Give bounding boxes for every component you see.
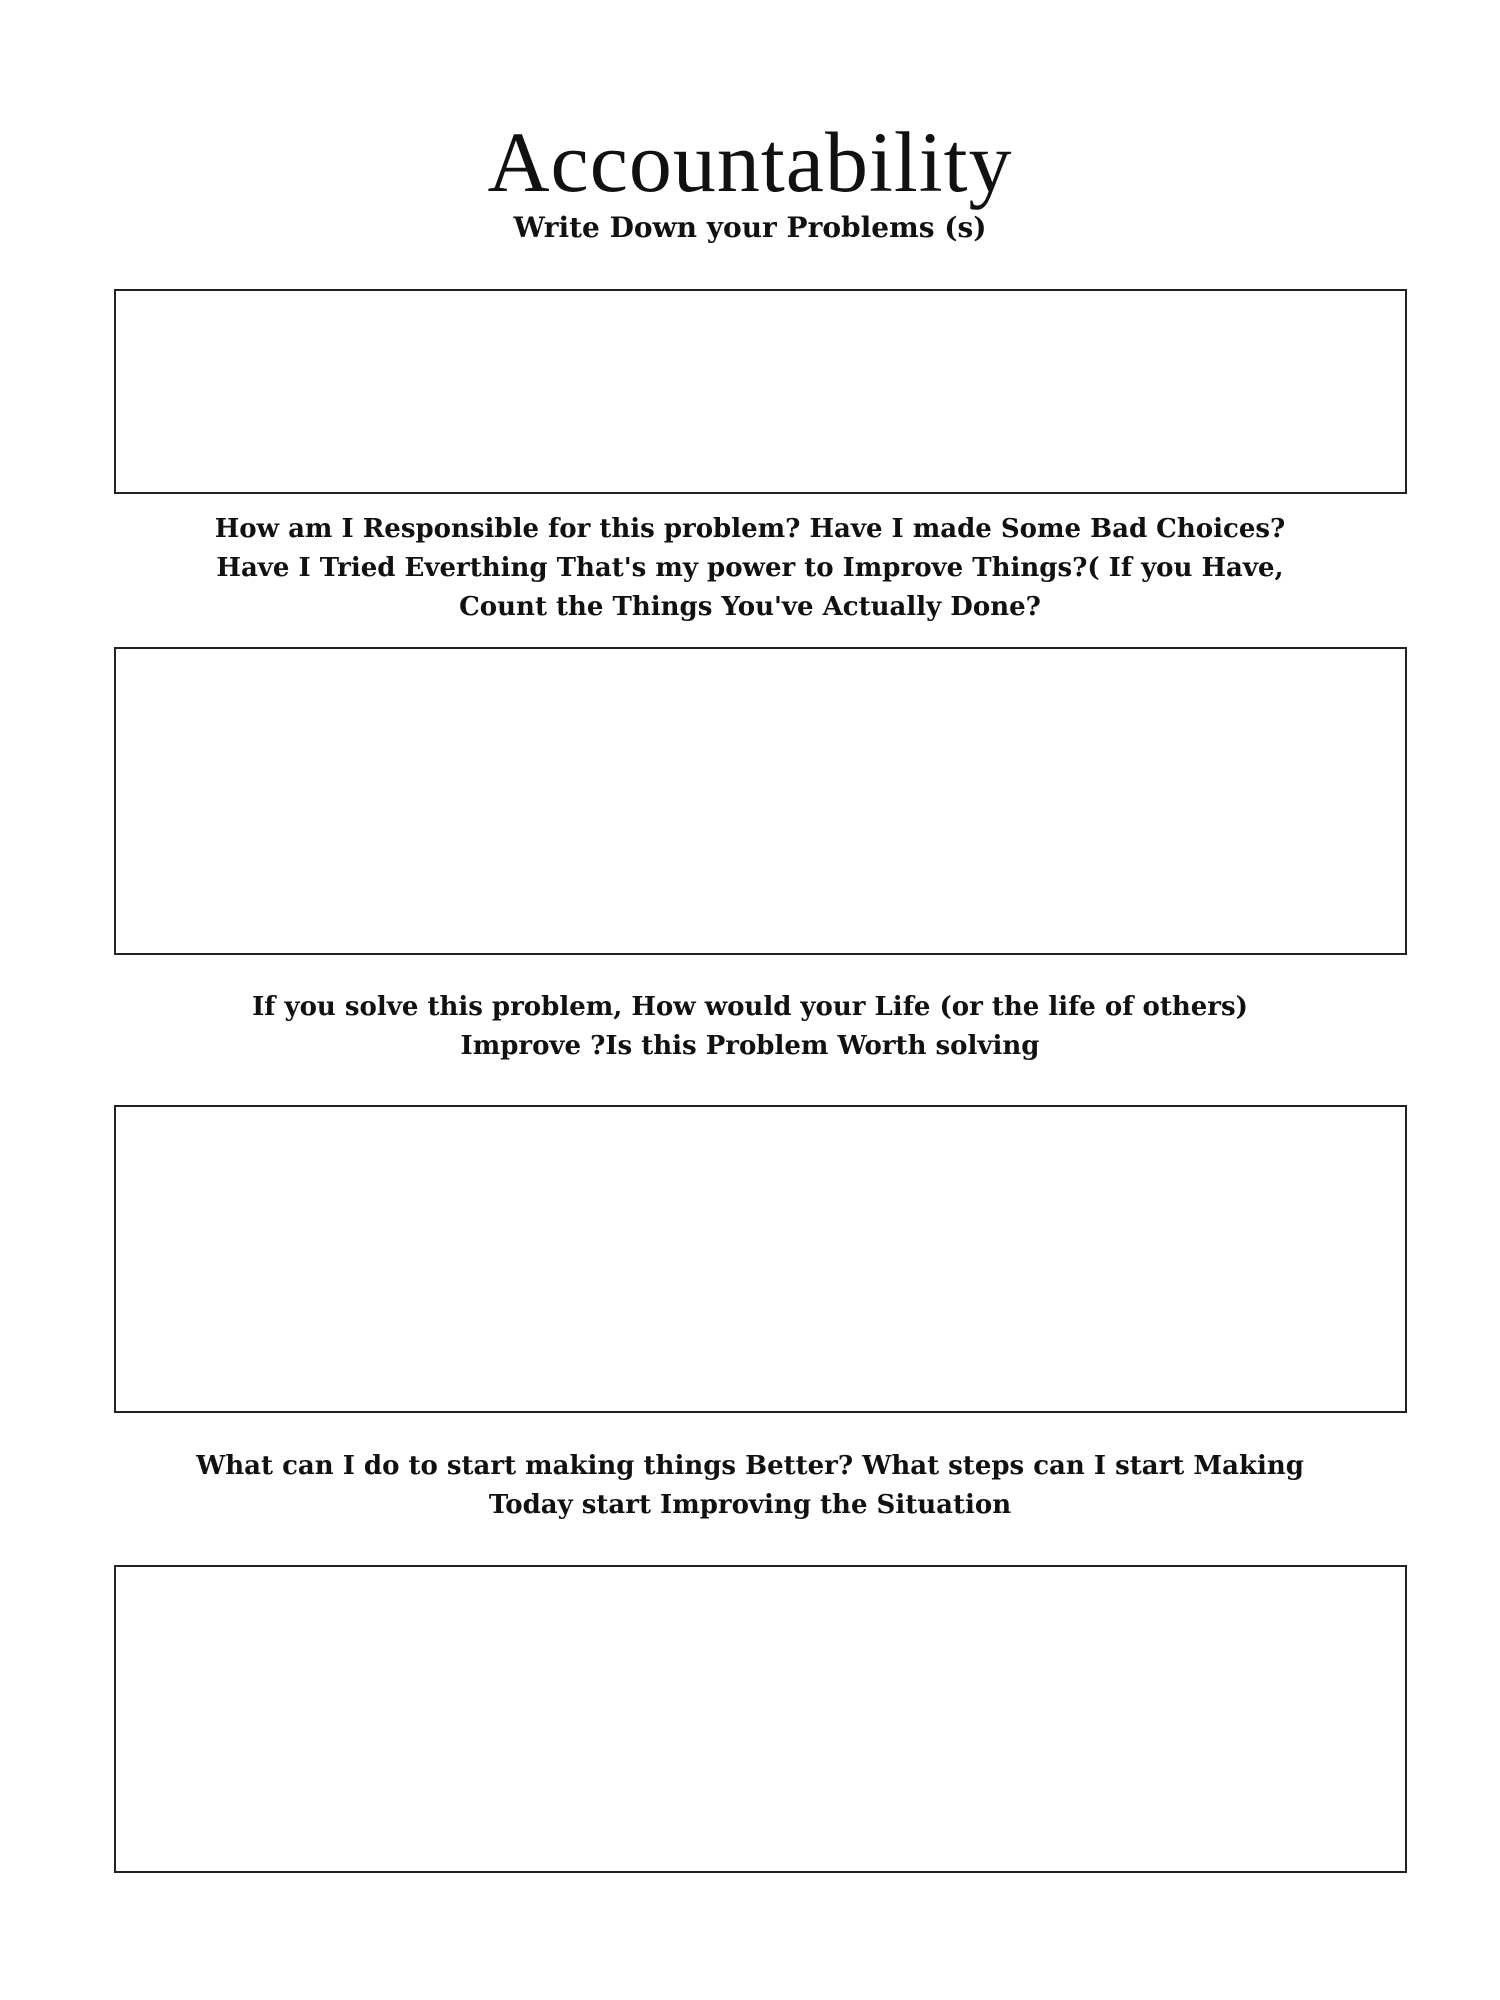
- section-2-prompt-line: Have I Tried Everthing That's my power to Improve Things?( If you Have,: [216, 553, 1284, 583]
- section-4-prompt: [150, 1447, 1350, 1525]
- section-1-prompt: [150, 208, 1350, 247]
- responsibility-answer-box[interactable]: [114, 647, 1407, 955]
- section-2-prompt: [150, 510, 1350, 627]
- section-2-prompt-line: How am I Responsible for this problem? Have I made Some Bad Choices?: [214, 514, 1286, 544]
- improvement-answer-box[interactable]: [114, 1105, 1407, 1413]
- section-4-prompt-line: What can I do to start making things Better? What steps can I start Making: [196, 1451, 1304, 1481]
- section-1-prompt-line: Write Down your Problems (s): [513, 211, 987, 244]
- section-3-prompt-line: Improve ?Is this Problem Worth solving: [460, 1031, 1040, 1061]
- section-2-prompt-line: Count the Things You've Actually Done?: [459, 592, 1041, 622]
- problems-answer-box[interactable]: [114, 289, 1407, 494]
- next-steps-answer-box[interactable]: [114, 1565, 1407, 1873]
- section-3-prompt: [150, 988, 1350, 1066]
- page-title: Accountability: [487, 114, 1013, 210]
- section-4-prompt-line: Today start Improving the Situation: [488, 1490, 1012, 1520]
- section-3-prompt-line: If you solve this problem, How would your Life (or the life of others): [252, 992, 1248, 1022]
